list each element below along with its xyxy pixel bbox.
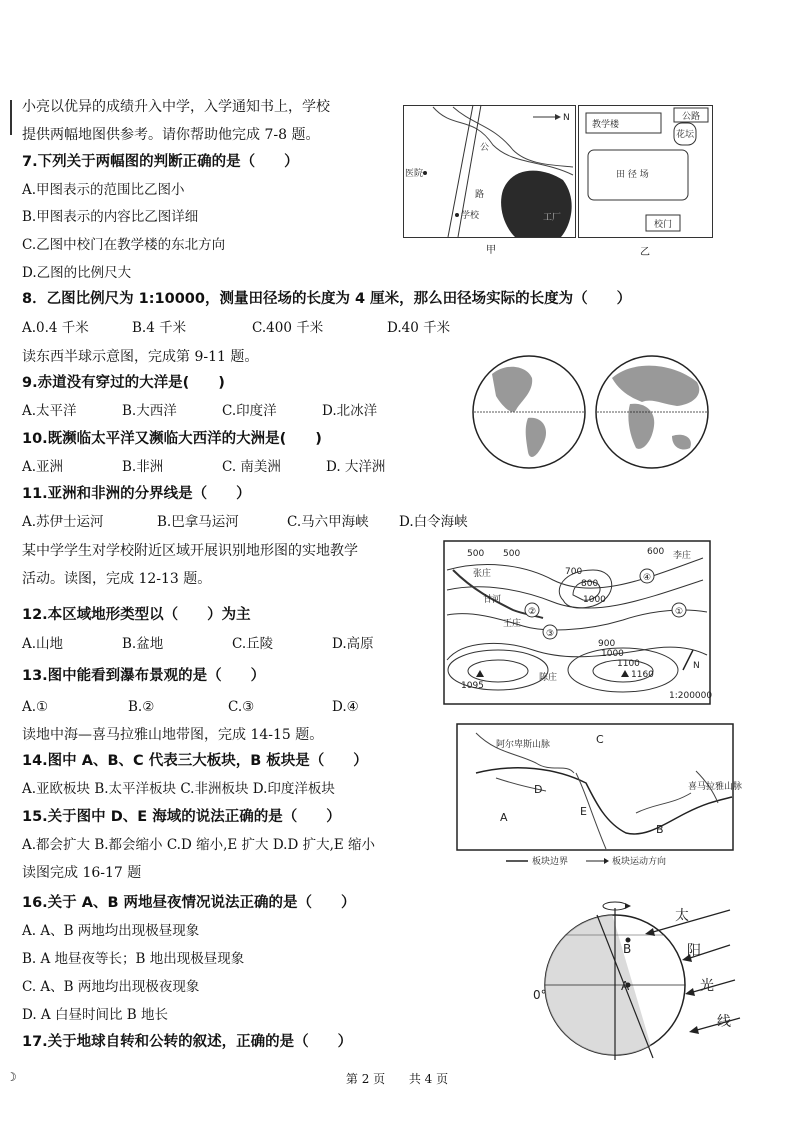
sea-label-e: E [580, 805, 587, 818]
plate-label-b: B [656, 823, 664, 836]
sun-char-2: 阳 [687, 943, 701, 959]
school-label: 学校 [461, 211, 480, 221]
factory-label: 工厂 [543, 213, 562, 223]
q15-stem: 15.关于图中 D、E 海域的说法正确的是（ ） [22, 809, 341, 825]
peak-1095: 1095 [461, 681, 484, 691]
contour-500-a: 500 [467, 549, 485, 559]
contour-500-b: 500 [503, 549, 521, 559]
point-a-label: A [621, 979, 630, 993]
contour-900: 900 [598, 639, 616, 649]
q16-option-c: C. A、B 两地均出现极夜现象 [22, 979, 200, 995]
q14-stem: 14.图中 A、B、C 代表三大板块，B 板块是（ ） [22, 753, 368, 769]
map-jia [403, 105, 576, 238]
river-label: 甘河 [483, 595, 502, 605]
moon-icon: ☽ [6, 1070, 17, 1084]
alps-label: 阿尔卑斯山脉 [496, 740, 551, 750]
contour-marker-2: ② [528, 607, 537, 617]
q10-option-d: D. 大洋洲 [326, 459, 386, 475]
road-label-1: 公 [480, 143, 490, 153]
q11-stem: 11.亚洲和非洲的分界线是（ ） [22, 486, 251, 502]
q8-option-b: B.4 千米 [132, 320, 187, 336]
q9-option-b: B.大西洋 [122, 403, 177, 419]
q7-option-b: B.甲图表示的内容比乙图详细 [22, 209, 199, 225]
q9-option-a: A.太平洋 [22, 403, 77, 419]
q8-stem: 8．乙图比例尺为 1:10000，测量田径场的长度为 4 厘米，那么田径场实际的长度为（ ） [22, 291, 632, 307]
margin-bar [10, 100, 12, 135]
q9-stem: 9.赤道没有穿过的大洋是( ) [22, 375, 225, 391]
q10-option-b: B.非洲 [122, 459, 164, 475]
contour-1000-b: 1000 [601, 649, 624, 659]
sun-char-3: 光 [700, 978, 714, 994]
plate-label-a: A [500, 811, 508, 824]
zero-degree-label: 0° [533, 988, 547, 1002]
legend-plate-motion: 板块运动方向 [612, 857, 667, 867]
q9-option-d: D.北冰洋 [322, 403, 378, 419]
q7-option-d: D.乙图的比例尺大 [22, 265, 132, 281]
q13-option-c: C.③ [228, 699, 255, 715]
intro-12-13-line-2: 活动。读图，完成 12-13 题。 [22, 571, 212, 587]
village-chenzhuang: 陈庄 [539, 673, 558, 683]
page-total: 共 4 页 [408, 1072, 449, 1086]
north-label: N [563, 113, 570, 123]
q12-stem: 12.本区域地形类型以（ ）为主 [22, 607, 251, 623]
road-label-2: 路 [475, 190, 485, 200]
q10-option-c: C. 南美洲 [222, 459, 281, 475]
contour-marker-4: ④ [643, 573, 652, 583]
caption-yi: 乙 [640, 247, 650, 258]
q10-stem: 10.既濒临太平洋又濒临大西洋的大洲是( ) [22, 431, 322, 447]
q11-option-a: A.苏伊士运河 [22, 514, 104, 530]
page-footer [0, 1070, 794, 1087]
legend-plate-boundary: 板块边界 [532, 857, 569, 867]
compass-label: N [693, 661, 700, 671]
contour-map [443, 540, 711, 705]
q14-options: A.亚欧板块 B.太平洋板块 C.非洲板块 D.印度洋板块 [22, 781, 335, 797]
q12-option-d: D.高原 [332, 636, 374, 652]
read-14-15: 读地中海—喜马拉雅山地带图，完成 14-15 题。 [22, 727, 324, 743]
eastern-hemisphere [596, 356, 708, 468]
q17-stem: 17.关于地球自转和公转的叙述，正确的是（ ） [22, 1034, 353, 1050]
scale-label: 1:200000 [669, 691, 713, 701]
q16-option-a: A. A、B 两地均出现极昼现象 [22, 923, 200, 939]
q8-option-a: A.0.4 千米 [22, 320, 89, 336]
contour-600: 600 [647, 547, 665, 557]
village-wangzhuang: 王庄 [503, 619, 522, 629]
intro-line-2: 提供两幅地图供参考。请你帮助他完成 7-8 题。 [22, 127, 320, 143]
plate-map [456, 723, 743, 871]
earth-illumination-diagram [525, 890, 750, 1060]
q15-options: A.都会扩大 B.都会缩小 C.D 缩小,E 扩大 D.D 扩大,E 缩小 [22, 837, 376, 853]
sun-char-1: 太 [675, 908, 689, 924]
q9-options [22, 402, 377, 420]
road-label: 公路 [682, 112, 701, 122]
gate-label: 校门 [654, 220, 673, 230]
intro-12-13-line-1: 某中学学生对学校附近区域开展识别地形图的实地教学 [22, 543, 358, 559]
q11-option-d: D.白令海峡 [399, 514, 468, 530]
q7-option-c: C.乙图中校门在教学楼的东北方向 [22, 237, 226, 253]
sun-char-4: 线 [717, 1014, 731, 1030]
q7-option-a: A.甲图表示的范围比乙图小 [22, 182, 185, 198]
q16-option-d: D. A 白昼时间比 B 地长 [22, 1007, 168, 1023]
contour-marker-1: ① [675, 607, 684, 617]
q10-option-a: A.亚洲 [22, 459, 64, 475]
plate-label-c: C [596, 733, 604, 746]
caption-jia: 甲 [486, 245, 496, 256]
read-16-17: 读图完成 16-17 题 [22, 865, 142, 881]
q12-option-b: B.盆地 [122, 636, 164, 652]
village-lizhuang: 李庄 [673, 551, 692, 561]
q10-options [22, 458, 385, 476]
intro-line-1: 小亮以优异的成绩升入中学，入学通知书上，学校 [22, 99, 330, 115]
q13-stem: 13.图中能看到瀑布景观的是（ ） [22, 668, 266, 684]
himalaya-label: 喜马拉雅山脉 [688, 782, 743, 792]
contour-700: 700 [565, 567, 583, 577]
q9-option-c: C.印度洋 [222, 403, 277, 419]
q11-option-b: B.巴拿马运河 [157, 514, 239, 530]
hemispheres-map [472, 352, 712, 474]
q13-option-b: B.② [128, 699, 155, 715]
garden-label: 花坛 [676, 130, 695, 140]
contour-marker-3: ③ [546, 629, 555, 639]
q13-option-d: D.④ [332, 699, 359, 715]
q11-option-c: C.马六甲海峡 [287, 514, 369, 530]
q12-options [22, 635, 374, 653]
village-zhangzhuang: 张庄 [473, 569, 492, 579]
hospital-label: 医院 [405, 169, 424, 179]
teaching-building-label: 教学楼 [592, 120, 620, 130]
q13-option-a: A.① [22, 699, 49, 715]
contour-800: 800 [581, 579, 599, 589]
q11-options [22, 513, 468, 531]
q8-option-d: D.40 千米 [387, 320, 451, 336]
western-hemisphere [473, 356, 585, 468]
map-yi [578, 105, 713, 238]
q16-option-b: B. A 地昼夜等长；B 地出现极昼现象 [22, 951, 245, 967]
point-b-label: B [623, 942, 632, 956]
q16-stem: 16.关于 A、B 两地昼夜情况说法正确的是（ ） [22, 895, 356, 911]
page-number: 第 2 页 [345, 1072, 386, 1086]
read-9-11: 读东西半球示意图，完成第 9-11 题。 [22, 349, 259, 365]
contour-1000-a: 1000 [583, 595, 606, 605]
q12-option-c: C.丘陵 [232, 636, 274, 652]
q8-option-c: C.400 千米 [252, 320, 324, 336]
q7-stem: 7.下列关于两幅图的判断正确的是（ ） [22, 154, 299, 170]
sea-label-d: D [534, 783, 543, 796]
track-field-label: 田 径 场 [616, 170, 649, 180]
q13-options [22, 698, 359, 716]
q12-option-a: A.山地 [22, 636, 64, 652]
peak-1160: 1160 [631, 670, 654, 680]
contour-1100: 1100 [617, 659, 640, 669]
q8-options [22, 319, 450, 337]
